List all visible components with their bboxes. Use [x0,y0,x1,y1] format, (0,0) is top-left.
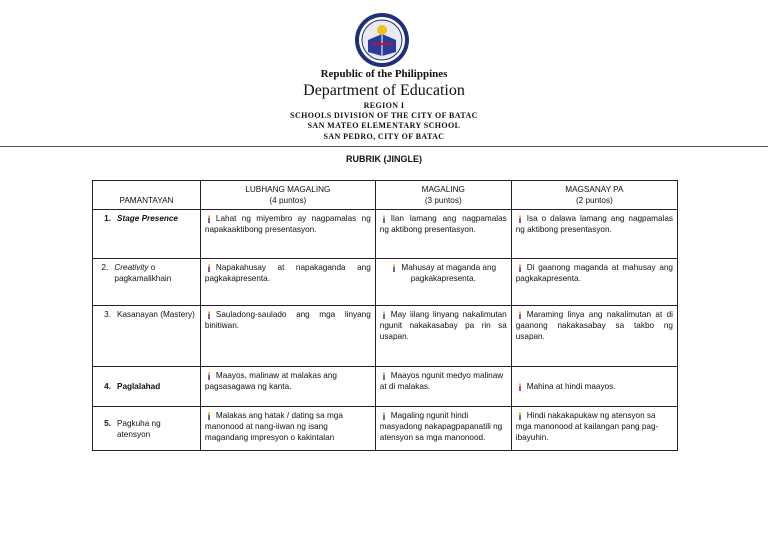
table-row [93,210,678,259]
republic-label: Republic of the Philippines [320,68,448,80]
criterion-cell: 2. Creativity o pagkamalikhain [93,259,201,306]
level-2-cell: Isa o dalawa lamang ang nagpamalas ng aktibong presentasyon. [511,210,677,259]
candle-icon [205,372,213,380]
candle-icon [516,412,524,420]
address-label: SAN PEDRO, CITY OF BATAC [323,132,445,141]
candle-icon [205,215,213,223]
deped-seal-logo [354,12,410,68]
candle-icon [380,372,388,380]
candle-icon [516,215,524,223]
level-4-cell: Malakas ang hatak / dating sa mga manonood at nang-iiwan ng isang magandang impresyon o kakintalan [200,407,375,451]
candle-icon [380,412,388,420]
level-4-cell: Lahat ng miyembro ay nagpamalas ng napakaaktibong presentasyon. [200,210,375,259]
table-row [93,407,678,451]
candle-icon [516,311,524,319]
division-label: SCHOOLS DIVISION OF THE CITY OF BATAC [290,111,478,120]
rubric-table [92,180,678,451]
school-label: SAN MATEO ELEMENTARY SCHOOL [307,121,461,130]
rubric-title: RUBRIK (JINGLE) [346,154,422,164]
level-3-cell: Mahusay at maganda ang pagkakapresenta. [375,259,511,306]
column-header-4: LUBHANG MAGALING (4 puntos) [200,181,375,210]
table-row [93,306,678,367]
candle-icon [516,264,524,272]
candle-icon [380,215,388,223]
level-3-cell: May iilang linyang nakalimutan ngunit nakakasabay pa rin sa usapan. [375,306,511,367]
column-header-pamantayan: PAMANTAYAN [93,181,201,210]
level-4-cell: Napakahusay at napakaganda ang pagkakapresenta. [200,259,375,306]
level-3-cell: Magaling ngunit hindi masyadong nakapagpapanatili ng atensyon sa mga manonood. [375,407,511,451]
column-header-3: MAGALING (3 puntos) [375,181,511,210]
level-4-cell: Sauladong-saulado ang mga linyang binitiwan. [200,306,375,367]
region-label: REGION I [363,101,405,110]
level-2-cell: Maraming linya ang nakalimutan at di gaanong nakakasabay sa takbo ng usapan. [511,306,677,367]
level-3-cell: Maayos ngunit medyo malinaw at di malakas. [375,367,511,407]
header-divider [0,146,768,147]
candle-icon [516,383,524,391]
criterion-cell: 5. Pagkuha ng atensyon [93,407,201,451]
table-row [93,367,678,407]
candle-icon [390,264,398,272]
level-3-cell: Ilan lamang ang nagpamalas ng aktibong presentasyon. [375,210,511,259]
criterion-cell: 4. Paglalahad [93,367,201,407]
candle-icon [205,264,213,272]
criterion-cell: 1. Stage Presence [93,210,201,259]
candle-icon [380,311,388,319]
criterion-cell: 3. Kasanayan (Mastery) [93,306,201,367]
level-2-cell: Mahina at hindi maayos. [511,367,677,407]
level-2-cell: Di gaanong maganda at mahusay ang pagkakapresenta. [511,259,677,306]
table-row [93,259,678,306]
candle-icon [205,412,213,420]
candle-icon [205,311,213,319]
department-title: Department of Education [303,82,465,99]
column-header-2: MAGSANAY PA (2 puntos) [511,181,677,210]
level-4-cell: Maayos, malinaw at malakas ang pagsasagawa ng kanta. [200,367,375,407]
level-2-cell: Hindi nakakapukaw ng atensyon sa mga manonood at kailangan pang pag-ibayuhin. [511,407,677,451]
